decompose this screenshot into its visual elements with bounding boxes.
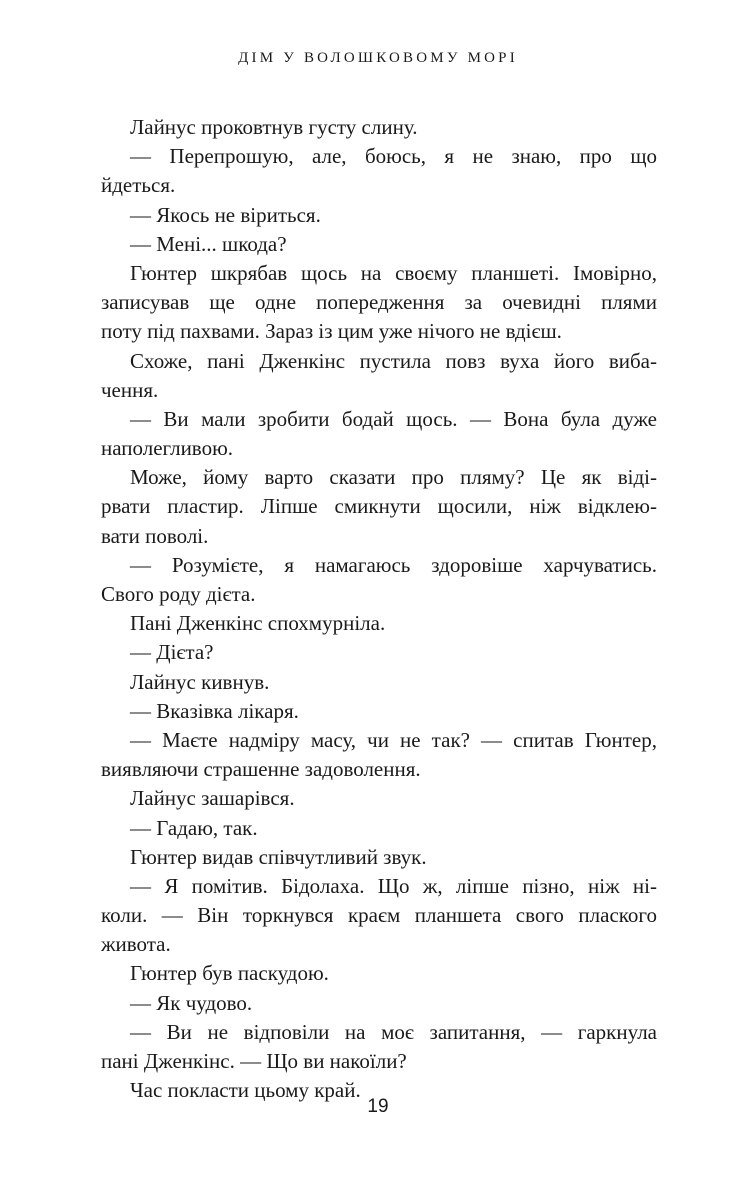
text-line: — Гадаю, так. [130, 815, 258, 840]
body-text [101, 113, 657, 1105]
page-number: 19 [367, 1096, 389, 1117]
text-line: Час покласти цьому край. [130, 1078, 361, 1103]
text-line: вати поволі. [101, 523, 209, 548]
text-line: — Розумієте, я намагаюсь здоровіше харчуватись. [130, 552, 657, 577]
text-line: чення. [101, 377, 159, 402]
text-line: Лайнус зашарівся. [130, 786, 295, 811]
text-line: — Вказівка лікаря. [130, 698, 299, 723]
text-line: живота. [101, 932, 171, 957]
text-line: наполегливою. [101, 436, 234, 461]
text-line: пані Дженкінс. — Що ви накоїли? [101, 1049, 407, 1073]
text-line: Лайнус кивнув. [130, 669, 270, 694]
running-title: ДІМ У ВОЛОШКОВОМУ МОРІ [238, 50, 518, 66]
text-line: — Дієта? [130, 640, 214, 665]
text-line: Гюнтер шкрябав щось на своєму планшеті. Імовірно, [130, 260, 657, 285]
text-line: Схоже, пані Дженкінс пустила повз вуха його виба- [130, 348, 657, 373]
text-line: поту під пахвами. Зараз із цим уже нічого не вдієш. [101, 319, 562, 344]
text-line: йдеться. [101, 173, 176, 198]
text-line: Свого роду дієта. [101, 582, 256, 606]
text-line: коли. — Він торкнувся краєм планшета свого плаского [101, 903, 657, 928]
text-line: — Мені... шкода? [130, 231, 287, 256]
text-line: — Маєте надміру масу, чи не так? — спитав Гюнтер, [130, 727, 657, 752]
text-line: Гюнтер видав співчутливий звук. [130, 844, 427, 869]
text-line: Пані Дженкінс спохмурніла. [130, 611, 386, 636]
text-line: — Я помітив. Бідолаха. Що ж, ліпше пізно, ніж ні- [130, 873, 657, 898]
text-line: Лайнус проковтнув густу слину. [130, 115, 418, 139]
text-line: — Перепрошую, але, боюсь, я не знаю, про що [130, 144, 657, 169]
text-line: — Ви не відповіли на моє запитання, — гаркнула [130, 1019, 657, 1044]
text-line: виявляючи страшенне задоволення. [101, 757, 421, 782]
text-line: рвати пластир. Ліпше смикнути щосили, ніж відклею- [101, 494, 657, 519]
text-line: записував ще одне попередження за очевидні плями [101, 290, 657, 315]
text-line: — Якось не віриться. [130, 202, 321, 227]
text-line: Може, йому варто сказати про пляму? Це як віді- [130, 465, 657, 490]
text-line: Гюнтер був паскудою. [130, 961, 329, 986]
text-line: — Як чудово. [130, 990, 253, 1015]
text-line: — Ви мали зробити бодай щось. — Вона була дуже [130, 406, 657, 431]
